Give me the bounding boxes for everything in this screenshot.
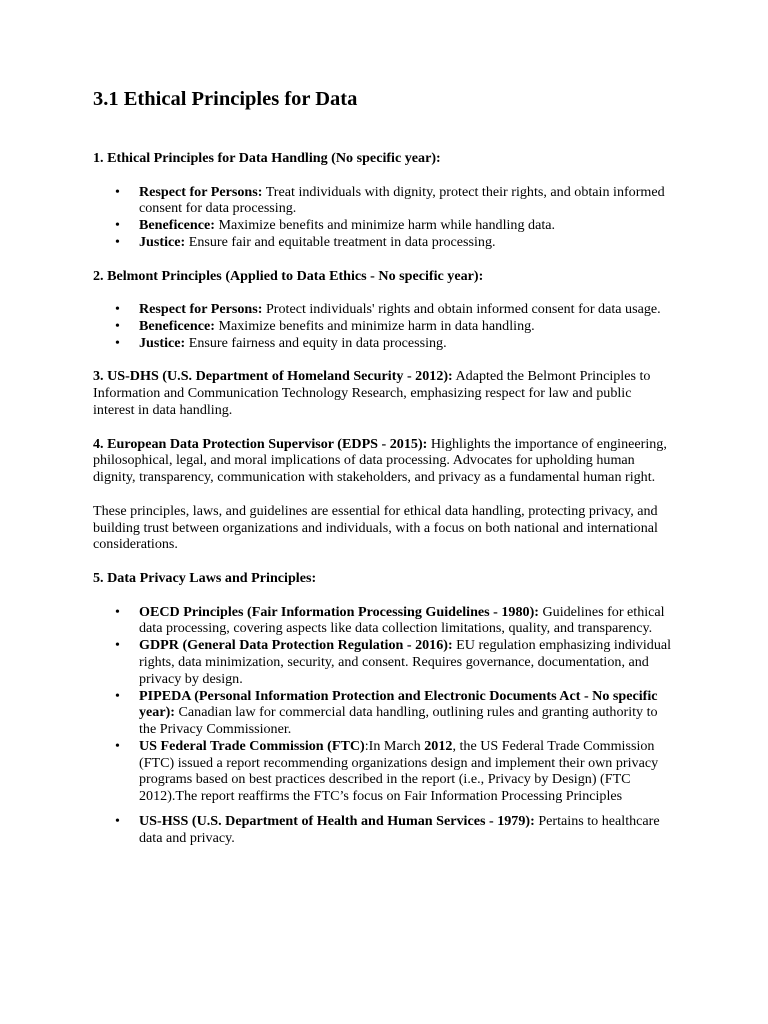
page-title: 3.1 Ethical Principles for Data bbox=[93, 88, 358, 110]
summary-paragraph: These principles, laws, and guidelines are essential for ethical data handling, protecting privacy, and building trust between organizations and individuals, with a focus on both national and international considerations. bbox=[93, 502, 658, 553]
section-2-list bbox=[93, 301, 676, 351]
list-item: • US-HSS (U.S. Department of Health and Human Services - 1979): Pertains to healthcare data and privacy. bbox=[139, 813, 676, 847]
section-1-heading: 1. Ethical Principles for Data Handling (No specific year): bbox=[93, 150, 441, 166]
list-item: • Beneficence: Maximize benefits and minimize harm while handling data. bbox=[139, 217, 676, 234]
list-item: • Justice: Ensure fairness and equity in data processing. bbox=[139, 335, 676, 352]
list-item: • US Federal Trade Commission (FTC):In March 2012, the US Federal Trade Commission (FTC) issued a report recommending organizations design and implement their own privacy programs based on best practices described in the report (i.e., Privacy by Design) (FTC 2012).The report reaffirms the FTC’s focus on Fair Information Processing Principles bbox=[139, 738, 676, 805]
list-item: • PIPEDA (Personal Information Protection and Electronic Documents Act - No specific year): Canadian law for commercial data handling, outlining rules and granting authority to the Privacy Commissioner. bbox=[139, 688, 676, 738]
list-item: • Justice: Ensure fair and equitable treatment in data processing. bbox=[139, 234, 676, 251]
list-item: • OECD Principles (Fair Information Processing Guidelines - 1980): Guidelines for ethical data processing, covering aspects like data collection limitations, quality, and transparency. bbox=[139, 604, 676, 638]
section-2-heading: 2. Belmont Principles (Applied to Data Ethics - No specific year): bbox=[93, 267, 484, 284]
section-4-paragraph: 4. European Data Protection Supervisor (EDPS - 2015): Highlights the importance of engineering, philosophical, legal, and moral implications of data processing. Advocates for upholding human dignity, transparency, communication with stakeholders, and privacy as a fundamental human right. bbox=[93, 435, 667, 486]
list-item: • Beneficence: Maximize benefits and minimize harm in data handling. bbox=[139, 318, 676, 335]
list-item: • Respect for Persons: Protect individuals' rights and obtain informed consent for data usage. bbox=[139, 301, 676, 318]
section-5-heading: 5. Data Privacy Laws and Principles: bbox=[93, 569, 317, 586]
section-1-list bbox=[93, 184, 676, 251]
section-5-list bbox=[93, 604, 676, 847]
list-item: • GDPR (General Data Protection Regulation - 2016): EU regulation emphasizing individual rights, data minimization, security, and consent. Requires governance, documentation, and privacy by design. bbox=[139, 637, 676, 687]
section-3-paragraph: 3. US-DHS (U.S. Department of Homeland Security - 2012): Adapted the Belmont Principles to Information and Communication Technology Research, emphasizing respect for law and public interest in data handling. bbox=[93, 368, 651, 418]
list-item: • Respect for Persons: Treat individuals with dignity, protect their rights, and obtain informed consent for data processing. bbox=[139, 184, 676, 218]
